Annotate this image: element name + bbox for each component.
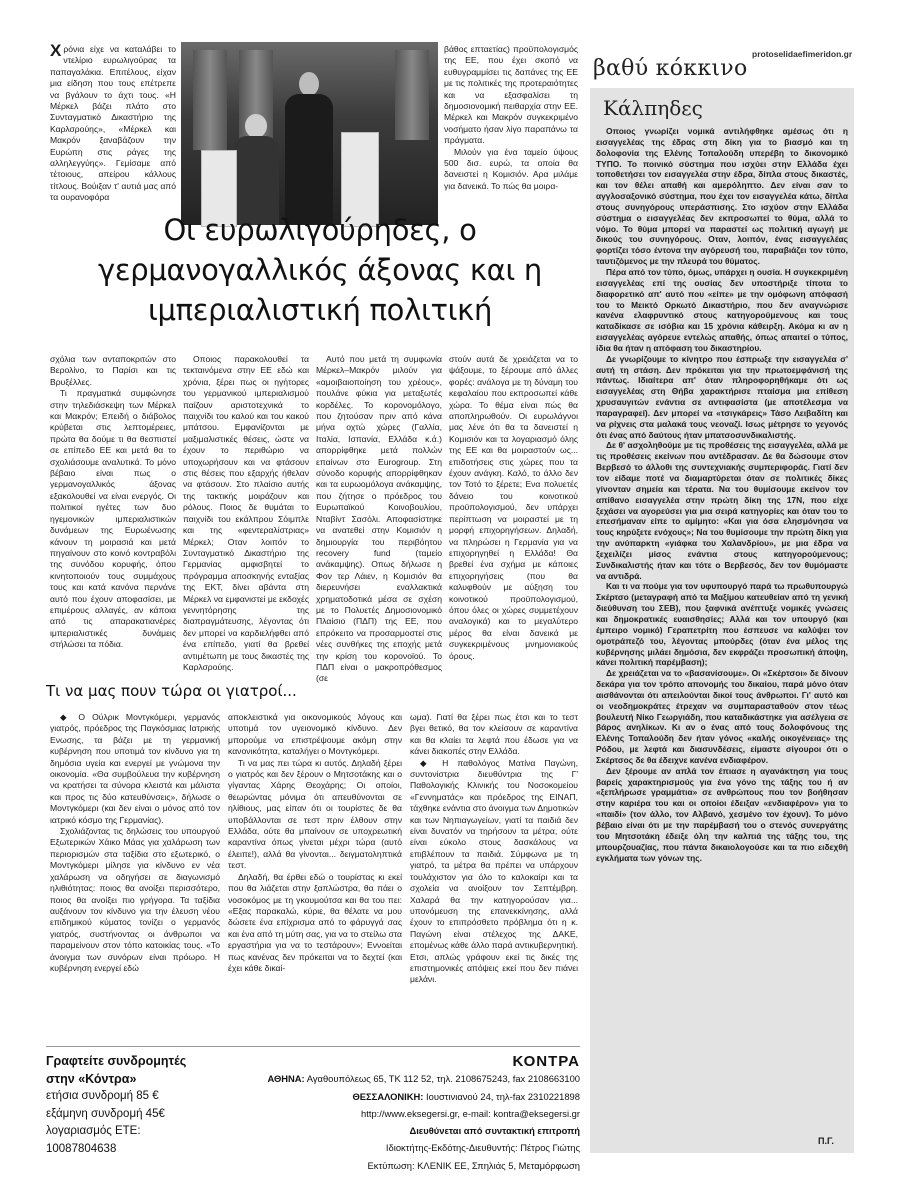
lead-col-c xyxy=(316,354,442,684)
second-col-a xyxy=(50,712,220,1038)
masthead-name: ΚΟΝΤΡΑ xyxy=(512,1053,580,1070)
dropcap: Χ xyxy=(50,41,62,60)
second-col-c-p2: ◆ Η παθολόγος Ματίνα Παγώνη, συντονίστρια διευθύντρια της Γ' Παθολογικής Κλινικής του Νοσοκομείου «Γεννηματάς» και πρόεδρος της ΕΙΝΑΠ, τάχθηκε ενάντια στο άνοιγμα των Δημοτικών και των Νηπιαγωγείων, γιατί τα παιδιά δεν είναι δυνατόν να τηρήσουν τα μέτρα, ούτε είναι εύκολο στους δασκάλους να επιβλέπουν τα παιδιά. Σύμφωνα με τη γιατρό, τα μέτρα θα πρέπει να υπάρχουν τουλάχιστον για όλο το καλοκαίρι και τα σχολεία να ανοίξουν τον Σεπτέμβρη. Χαλαρά θα την κατηγορούσαν για... υπονόμευση της επανεκκίνησης, αλλά έχουν το επιπρόσθετο πρόβλημα ότι η κ. Παγώνη είναι στέλεχος της ΔΑΚΕ, επομένως κάθε άλλο παρά αντικυβερνητική. Ετσι, απλώς γράφουν εκεί τις δικές της επιστημονικές απόψεις εκεί που δεν πιάνει μελάνι. xyxy=(410,757,579,985)
merkel-macron-photo xyxy=(181,42,438,225)
subs-account-number: 10087804638 xyxy=(46,1142,117,1155)
macron-head xyxy=(299,72,319,96)
masthead-printer: Εκτύπωση: ΚΛΕΝΙΚ ΕΕ, Σπηλιάς 5, Μεταμόρφωση xyxy=(367,1159,580,1171)
thess-label: ΘΕΣΣΑΛΟΝΙΚΗ: xyxy=(352,1090,424,1102)
lead-headline: Οι ευρωλιγούρηδες, ο γερμανογαλλικός άξονας και η ιμπεριαλιστική πολιτική xyxy=(97,213,543,327)
lead-col2-p1: βάθος επταετίας) προϋπολογισμός της ΕΕ, που έχει σκοπό να ευθυγραμμίσει τις δαπάνες της ΕΕ με τις πολιτικές της προτεραιότητες και να εξασφαλίσει τη δημοσιονομική πειθαρχία στην ΕΕ. Μέρκελ και Μακρόν συγκεκριμένο νοσήματο ήσαν λίγο παραπάνω τα πράγματα. xyxy=(444,44,578,146)
lead-intro-text: ρόνια είχε να καταλάβει το ντελίριο ευρωλιγούρας τα παπαγαλάκια. Επιτέλους, είχαν μια είδηση που τους επέτρεπε να βγάλουν το άχτι τους. «Η Μέρκελ βάζει πλάτο στο Συνταγματικό Δικαστήριο της Καρλσρούης», «Μέρκελ και Μακρόν ξαναβάζουν την Ευρώπη στις ράγες της αλληλεγγύης». Γεμίσαμε από τέτοιους, απείρου κάλλους τίτλους. Βούιξαν τ' αυτιά μας από τα ουρανοφόρα xyxy=(50,44,176,203)
lead-col-c-p1: Αυτό που μετά τη συμφωνία Μέρκελ–Μακρόν μιλούν για «αμοιβαιοποίηση του χρέους», πουλάνε φύκια για μεταξωτές κορδέλες. Το κορονομόλογο, που ζητούσαν πριν από κάνα μήνα οχτώ χώρες (Γαλλία, Ιταλία, Ισπανία, Ελλάδα κ.ά.) απορρίφθηκε μετά πολλών επαίνων στο Eurogroup. Στη σύνοδο κορυφής απορρίφθηκαν και τα ευρωομόλογα ανάκαμψης, που ζήτησε ο πρόεδρος του Ευρωπαϊκού Κοινοβουλίου, Νταβίντ Σασόλι. Αποφασίστηκε να ανατεθεί στην Κομισιόν η δημιουργία του περιβόητου recovery fund (ταμείο ανάκαμψης). Οπως δήλωσε η Φον τερ Λάιεν, η Κομισιόν θα διερευνήσει εναλλακτικά χρηματοδοτικά μέσα σε σχέση με το Πολυετές Δημοσιονομικό Πλαίσιο (ΠΔΠ) της ΕΕ, που επρόκειτο να προσαρμοστεί στις νέες συνθήκες της εποχής μετά την κρίση του κορονοϊού. Το ΠΔΠ είναι ο μακροπρόθεσμος (σε xyxy=(316,354,442,684)
masthead xyxy=(250,1053,580,1174)
sidebar-paragraph: Πέρα από τον τύπο, όμως, υπάρχει η ουσία. Η συγκεκριμένη εισαγγελέας επί της ουσίας δεν υποστήριξε τίποτα το διαφορετικό απ' αυτό που «είπε» με την ομόφωνη απόφασή του το Μεικτό Ορκωτό Δικαστήριο, που δεν αναγνώρισε κανένα ελαφρυντικό στους κατηγορούμενους και τους καταδίκασε σε ισόβια και 15 χρόνια κάθειρξη. Ακόμα κι αν η εισαγγελέας αγόρευε εντελώς απαθής, όπως απαιτεί ο τύπος, ίδια θα ήταν η απόφαση του δικαστηρίου. xyxy=(596,266,848,353)
macron-body xyxy=(285,94,333,224)
subs-semiannual: εξάμηνη συνδρομή 45€ xyxy=(46,1107,165,1120)
masthead-owner: Ιδιοκτήτης-Εκδότης-Διευθυντής: Πέτρος Γιώτης xyxy=(385,1142,580,1154)
sidebar-paragraph: Δε θ' ασχοληθούμε με τις προθέσεις της εισαγγελέα, αλλά με τις προθέσεις εκείνων που αντέδρασαν. Δε θα δώσουμε στον Βερβεσό το άλλοθι της συντεχνιακής συμπεριφοράς. Γιατί δεν τον είδαμε ποτέ να διαμαρτύρεται όταν σε πολιτικές δίκες γίνονταν σημεία και τέρατα. Να του θυμίσουμε εκείνον τον απίθανο εισαγγελέα στην πρώτη δίκη της 17Ν, που είχε ξεχάσει να αγορεύσει για μια σειρά κατηγορίες και όταν του το επεσήμαναν είπε το αμίμητο: «Και για όσα ελησμόνησα να τους κηρύξετε ενόχους»; Να του θυμίσουμε την πρώτη δίκη για την ανύπαρκτη «γιάφκα του Χαλανδρίου», με μια έδρα να ξεχειλίζει μίσος ενάντια στους κατηγορούμενους; Συνδικαλιστής ήταν και τότε ο Βερβεσός, δεν τον θυμόμαστε να αντιδρά. xyxy=(596,440,848,581)
sidebar-paragraph: Δε χρειάζεται να το «βασανίσουμε». Οι «Σκέρτσοι» δε δίνουν δεκάρα για τον τρόπο απονομής του δικαίου, παρά μόνο όταν αισθάνονται ότι απειλούνται δικοί τους άνθρωποι. Γι' αυτό και οι νεοδημοκράτες έτρεχαν να συμπαρασταθούν στον τέως βουλευτή Νίκο Γεωργιάδη, που καταδικάστηκε για ασέλγεια σε βάρος ανηλίκων. Κι αν ο ένας από τους δολοφόνους της Ελένης Τοπαλούδη δεν ήταν γόνος «καλής οικογένειας» της Ρόδου, με λεφτά και διασυνδέσεις, είμαστε σίγουροι ότι ο Σκέρτσος δε θα έδειχνε κανένα ενδιαφέρον. xyxy=(596,668,848,765)
masthead-editorial: Διευθύνεται από συντακτική επιτροπή xyxy=(409,1125,580,1137)
masthead-athens xyxy=(250,1070,580,1087)
lead-col-b xyxy=(183,354,309,674)
subs-annual: ετήσια συνδρομή 85 € xyxy=(46,1090,159,1102)
masthead-thess xyxy=(250,1088,580,1105)
sidebar-paragraph: Και τι να πούμε για τον υφυπουργό παρά τω πρωθυπουργώ Σκέρτσο (μεταγραφή από τα Μαξίμου κατευθείαν από τη γενική διεύθυνση του ΣΕΒ), που ξαφνικά ανέπτυξε νομικές γνώσεις και δημοκρατικές ευαισθησίες; Αλλά και τον υπουργό (και έμπειρο νομικό) Γεραπετρίτη που έσπευσε να καλύψει τον ομοτράπεζό του, λέγοντας μπούρδες (όταν ένα μέλος της κυβέρνησης μιλάει δημόσια, δεν εκφράζει προσωπική άποψη, κάνει πολιτική παρέμβαση); xyxy=(596,581,848,668)
footer-divider xyxy=(46,1046,580,1047)
lead-col2-p2: Μιλούν για ένα ταμείο ύψους 500 δισ. ευρώ, τα οποία θα δανειστεί η Κομισιόν. Αρα μιλάμε για δανεικά. Το πώς θα μοιρα- xyxy=(444,146,578,191)
second-headline: Τι να μας πουν τώρα οι γιατροί... xyxy=(46,682,297,700)
merkel-head xyxy=(245,114,267,138)
lead-col-d-p1: στούν αυτά δε χρειάζεται να το ψάξουμε, το ξέρουμε από άλλες φορές: ανάλογα με τη δύναμη του κεφαλαίου που εκπροσωπεί κάθε χώρα. Το θέμα είναι πώς θα αποπληρωθούν. Οι ευρωλάγνοι μας λένε ότι θα τα δανειστεί η Κομισιόν και τα λογαριασμό όλης της ΕΕ και θα μοιραστούν ως... επιδοτήσεις στις χώρες που τα έχουν ανάγκη. Καλό, το άλλο δεν τον Τοτό το ξέρετε; Ενα πολυετές δάνειο του κοινοτικού προϋπολογισμού, δεν υπάρχει περίπτωση να μοιραστεί με τη μορφή επιχορηγήσεων. Δηλαδή, να πληρώσει η Γερμανία για να επιχορηγηθεί η Ελλάδα! Θα βρεθεί ένα σχήμα με κάποιες επιχορηγήσεις (που θα καλυφθούν με αύξηση του κοινοτικού προϋπολογισμού, όπου όλες οι χώρες συμμετέχουν αναλογικά) και το μεγαλύτερο μέρος θα είναι δανεικά με συγκεκριμένους μνημονιακούς όρους. xyxy=(449,354,578,661)
sidebar-signature: Π.Γ. xyxy=(818,1136,834,1146)
athens-label: ΑΘΗΝΑ: xyxy=(267,1073,305,1085)
second-col-c xyxy=(410,712,578,1038)
subs-heading-2: στην «Κόντρα» xyxy=(46,1071,137,1086)
lead-col-b-p1: Οποιος παρακολουθεί τα τεκταινόμενα στην ΕΕ εδώ και χρόνια, ξέρει πως οι ηγήτορες του γερμανικού ιμπεριαλισμού παίζουν αριστοτεχνικά το παιχνίδι του καλού και του κακού μπάτσου. Εμφανίζονται με μαξιμαλιστικές θέσεις, ώστε να έχουν το περιθώριο να υποχωρήσουν και να φτάσουν στις θέσεις που εξαρχής ήθελαν να φτάσουν. Στο πλαίσιο αυτής της τακτικής μοιράζουν και ρόλους. Ποιος δε θυμάται το παιχνίδι του εκάλπρου Σόιμπλε και της «φεντεραλίστριας» Μέρκελ; Οταν λοιπόν το Συνταγματικό Δικαστήριο της Γερμανίας αμφισβητεί το πρόγραμμα αποσκηνής ενταξίας της ΕΚΤ, δίνει αβάντα στη Μέρκελ να εμφανιστεί με εκδοχές γεννητόρησης της διαπραγμάτευσης, λέγοντας ότι δεν μπορεί να καρδιελήφθει από ένα επίπεδο, γιατί θα βρεθεί αντιμέτωπη με τους δικαστές της Καρλσρούης. xyxy=(183,354,309,672)
site-url: protoselidaefimeridon.gr xyxy=(752,49,853,59)
second-col-a-p1: ◆ Ο Ούλρικ Μοντγκόμερι, γερμανός γιατρός, πρόεδρος της Παγκόσμιας Ιατρικής Ενωσης, τα βάζει με τη γερμανική κυβέρνηση που υποτιμά τον κίνδυνο για τη δημόσια υγεία και ενεργεί με γνώμονα την οικονομία. «Θα συμβούλευα την κυβέρνηση να κρατήσει τα σύνορα κλειστά και μάλιστα και προς τις δύο κατευθύνσεις», δήλωσε ο Μοντγκόμερι (και δεν είναι ο μόνος από τον ιατρικό κόσμο της Γερμανίας). xyxy=(50,712,220,825)
second-col-b-p3: Δηλαδή, θα έρθει εδώ ο τουρίστας κι εκεί που θα λιάζεται στην ξαπλώστρα, θα πάει ο νοσοκόμος με τη γκουμούτσα και θα του πει: «Εξας παρακαλώ, κύριε, θα θέλατε να μου δώσετε ένα επίχρισμα από το φάρυγγά σας και ένα από τη μύτη σας, για να το στείλω στα εργαστήρια για να το τεστάρουν»; Εννοείται πως κανένας δεν πρόκειται να το δεχτεί (και έχει κάθε δικαί- xyxy=(228,871,402,973)
lead-col-a-p1: σχόλια των ανταποκριτών στο Βερολίνο, το Παρίσι και τις Βρυξέλλες. xyxy=(50,354,176,387)
flag-right xyxy=(395,50,429,140)
lead-col2-top xyxy=(444,44,578,216)
thess-address: Ιουστινιανού 24, τηλ-fax 2310221898 xyxy=(426,1090,580,1102)
lead-intro xyxy=(50,41,176,216)
lead-col-a-p2: Τι πραγματικά συμφώνησε στην τηλεδιάσκεψη των Μέρκελ και Μακρόν; Επειδή ο διάβολος κρύβεται στις λεπτομέρειες, πρώτα θα δούμε τι θα θεσπιστεί σε επίπεδο ΕΕ και μετά θα το σχολιάσουμε αναλυτικά. Το μόνο βέβαιο είναι πως ο γερμανογαλλικός άξονας εξακολουθεί να είναι ενεργός. Οι πολιτικοί ηγέτες των δυο ηγεμονικών ιμπεριαλιστικών δυνάμεων της Ευρωένωσης κάνουν τη μοιρασιά και μετά πηγαίνουν στο κοινό κοντραβόλι της συνόδου κορυφής, όπου κινητοποιούν τους συμμάχους τους και κατά κανόνα περνάνε αυτό που έχουν αποφασίσει, με επιμέρους αλλαγές, αν κάποια από τις απαρακατιανέρες ιμπεριαλιστικές δυνάμεις στήλώσει τα πόδια. xyxy=(50,388,176,650)
subscription-box xyxy=(46,1053,246,1158)
lead-col-d xyxy=(449,354,578,674)
second-col-c-p1: ωμα). Γιατί θα ξέρει πως έτσι και το τεστ βγει θετικό, θα τον κλείσουν σε καραντίνα και θα κλαίει τα λεφτά που έδωσε για να κάνει διακοπές στην Ελλάδα. xyxy=(410,712,578,757)
sidebar-text xyxy=(596,126,848,1134)
sidebar-title: Κάλπηδες xyxy=(603,96,703,120)
second-col-b xyxy=(228,712,402,1038)
subs-heading-1: Γραφτείτε συνδρομητές xyxy=(46,1054,187,1068)
sidebar-paragraph: Δε γνωρίζουμε το κίνητρο που έσπρωξε την εισαγγελέα σ' αυτή τη στάση. Δεν πρόκειται για την πρωτοεμφάνισή της πάντως. Ιδιαίτερα απ' όταν πληροφορηθήκαμε ότι ως εισαγγελέας στη Θήβα χαρακτήρισε πταίσμα μια επίθεση χρυσαυγιτών ενάντια σε αντιφασίστα (με αποτέλεσμα να παραγραφεί). Δεν μπορεί να «τσιγκάρεις» Τάσο Λειβαδίτη και να ρίχνεις στα μαλακά τους νεοναζί. Ισως μέτρησε το γεγονός ότι ένας από δαύτους ήταν μπατσοσυνδικαλιστής. xyxy=(596,353,848,440)
second-col-a-p2: Σχολιάζοντας τις δηλώσεις του υπουργού Εξωτερικών Χάικο Μάας για χαλάρωση των περιορισμών στα ταξίδια στο εξωτερικό, ο Μοντγκόμερι μίλησε για κίνδυνο εν νέα χαλάρωση να οδηγήσει σε διαγωνισμό ηλιθιότητας: ποιος θα ανοίξει περισσότερο, ποιος θα ανοίξει πιο γρήγορα. Τα ταξίδια αυξάνουν τον κίνδυνο για την έλευση νέου επιδημικού κύματος τονίζει ο γερμανός γιατρός, συστήνοντας οι άνθρωποι να παραμείνουν στον τόπο κατοικίας τους. «Το άνοιγμα των συνόρων είναι πρόωρο. Η κυβέρνηση ενεργεί εδώ xyxy=(50,826,220,973)
flag-left xyxy=(193,50,227,150)
second-col-b-p1: αποκλειστικά για οικονομικούς λόγους και υποτιμά τον υγειονομικό κίνδυνο. Δεν μπορούμε να επιστρέψουμε ακόμη στην κανονικότητα, καταλήγει ο Μοντγκόμερι. xyxy=(228,712,402,757)
sidebar-paragraph: Οποιος γνωρίζει νομικά αντιλήφθηκε αμέσως ότι η εισαγγελέας της έδρας στη δίκη για το βιασμό και τη δολοφονία της Ελένης Τοπαλούδη υπερέβη το δικονομικό ΤΥΠΟ. Το ποινικό σύστημα που ισχύει στην Ελλάδα έχει τοποθετήσει τον εισαγγελέα στην έδρα, δίπλα στους δικαστές, και τον θέλει απαθή και αμερόληπτο. Δεν είναι σαν το αγγλοσαξονικό σύστημα, που έχει τον εισαγγελέα κάτω, δίπλα στους συνηγόρους υπεράσπισης. Στο ισχύον στην Ελλάδα σύστημα ο εισαγγελέας δεν εκπροσωπεί το θύμα, αλλά το νόμο. Το θύμα μπορεί να παραστεί ως πολιτική αγωγή με δικούς του συνηγόρους. Οταν, λοιπόν, ένας εισαγγελέας φορτίζει τόσο έντονα την αγόρευσή του, παραβιάζει τον τύπο, ταυτιζόμενος με την πλευρά του θύματος. xyxy=(596,126,848,267)
sidebar-paragraph: Δεν ξέρουμε αν απλά τον έπιασε η αγανάκτηση για τους βαρείς χαρακτηρισμούς για ένα γόνο της τάξης του ή αν «ξεπλήρωσε γραμμάτια» σε ανθρώπους που τον βοήθησαν στην καριέρα του και οι οποίοι έδειξαν «ενδιαφέρον» για το «παιδί» (τον άλλο, τον Αλβανό, χεσμένο τον έχουν). Το μόνο βέβαιο είναι ότι με την παρέμβασή του ο στενός συνεργάτης του Μητσοτάκη έδειξε όλη την καλπιά της τάξης του, της μπουρζουαζίας, που πάντα δικαιολογούσε και τα πιο ειδεχθή εγκλήματα των γόνων της. xyxy=(596,765,848,863)
subs-account-label: λογαριασμός ΕΤΕ: xyxy=(46,1125,141,1137)
second-col-b-p2: Τι να μας πει τώρα κι αυτός. Δηλαδή ξέρει ο γιατρός και δεν ξέρουν ο Μητσοτάκης και ο γίγαντας Χάρης Θεοχάρης; Οι οποίοι, θεωρώντας μόνιμα ότι απευθύνονται σε ηλίθιους, μας είπαν ότι οι τουρίστες δε θα υποβάλλονται σε τεστ πριν έλθουν στην Ελλάδα, ούτε θα μπαίνουν σε υποχρεωτική καραντίνα όπως γίνεται μέχρι τώρα (αυτό έλειπε!), αλλά θα γίνονται... δειγματοληπτικά τεστ. xyxy=(228,757,402,871)
lead-col-a xyxy=(50,354,176,674)
sidebar-kicker: βαθύ κόκκινο xyxy=(593,56,748,81)
masthead-web: http://www.eksegersi.gr, e-mail: kontra@eksegersi.gr xyxy=(361,1107,580,1119)
athens-address: Αγαθουπόλεως 65, ΤΚ 112 52, τηλ. 2108675243, fax 2108663100 xyxy=(306,1073,580,1085)
